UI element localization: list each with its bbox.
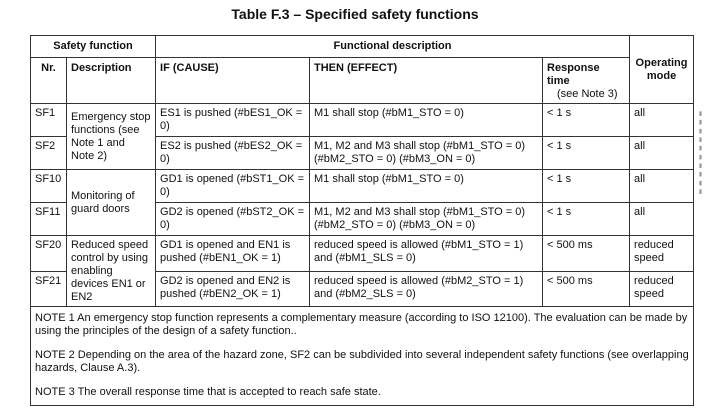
row-then: M1, M2 and M3 shall stop (#bM1_STO = 0) (#bM2_STO = 0) (#bM3_ON = 0)	[310, 203, 543, 236]
row-description: Emergency stop functions (see Note 1 and Note 2)	[67, 104, 156, 170]
row-nr: SF10	[31, 170, 67, 203]
response-time-note: (see Note 3)	[557, 88, 618, 100]
header-then-effect: THEN (EFFECT)	[310, 58, 543, 104]
header-operating-mode: Operating mode	[630, 36, 694, 104]
row-description: Monitoring of guard doors	[67, 170, 156, 236]
side-watermark: ▮ ▮ ▮ ▮ ▮ ▮ ▮ ▮ ▮ ▮	[698, 110, 704, 196]
row-if: GD1 is opened (#bST1_OK = 0)	[156, 170, 310, 203]
row-if: ES2 is pushed (#bES2_OK = 0)	[156, 137, 310, 170]
row-mode: reduced speed	[630, 236, 694, 272]
row-nr: SF21	[31, 271, 67, 307]
row-mode: all	[630, 170, 694, 203]
row-then: M1, M2 and M3 shall stop (#bM1_STO = 0) (#bM2_STO = 0) (#bM3_ON = 0)	[310, 137, 543, 170]
row-if: ES1 is pushed (#bES1_OK = 0)	[156, 104, 310, 137]
notes-row	[31, 307, 694, 406]
header-nr: Nr.	[31, 58, 67, 104]
row-nr: SF2	[31, 137, 67, 170]
row-mode: all	[630, 203, 694, 236]
header-safety-function: Safety function	[31, 36, 156, 58]
table-title: Table F.3 – Specified safety functions	[231, 6, 479, 22]
note-2: NOTE 2 Depending on the area of the hazard zone, SF2 can be subdivided into several independent safety functions (see overlapping hazards, Clause A.3).	[35, 349, 689, 374]
row-time: < 1 s	[543, 137, 630, 170]
header-response-time	[543, 58, 630, 104]
row-mode: all	[630, 137, 694, 170]
notes-cell	[31, 307, 694, 406]
row-mode: all	[630, 104, 694, 137]
row-if: GD1 is opened and EN1 is pushed (#bEN1_OK = 1)	[156, 236, 310, 272]
row-time: < 1 s	[543, 104, 630, 137]
row-then: M1 shall stop (#bM1_STO = 0)	[310, 170, 543, 203]
row-nr: SF11	[31, 203, 67, 236]
header-functional-description: Functional description	[156, 36, 630, 58]
table-row	[31, 104, 694, 137]
row-mode: reduced speed	[630, 271, 694, 307]
row-time: < 1 s	[543, 170, 630, 203]
row-nr: SF1	[31, 104, 67, 137]
row-then: reduced speed is allowed (#bM2_STO = 1) and (#bM2_SLS = 0)	[310, 271, 543, 307]
header-row-2	[31, 58, 694, 104]
row-nr: SF20	[31, 236, 67, 272]
row-description: Reduced speed control by using enabling devices EN1 or EN2	[67, 236, 156, 307]
row-time: < 500 ms	[543, 236, 630, 272]
table-row	[31, 236, 694, 272]
note-3: NOTE 3 The overall response time that is accepted to reach safe state.	[35, 386, 381, 398]
row-if: GD2 is opened and EN2 is pushed (#bEN2_OK = 1)	[156, 271, 310, 307]
row-then: M1 shall stop (#bM1_STO = 0)	[310, 104, 543, 137]
safety-functions-table	[30, 35, 694, 406]
row-if: GD2 is opened (#bST2_OK = 0)	[156, 203, 310, 236]
row-then: reduced speed is allowed (#bM1_STO = 1) and (#bM1_SLS = 0)	[310, 236, 543, 272]
note-1: NOTE 1 An emergency stop function represents a complementary measure (according to ISO 12100). The evaluation can be made by using the principles of the design of a safety function..	[35, 312, 688, 337]
header-if-cause: IF (CAUSE)	[156, 58, 310, 104]
table-row	[31, 170, 694, 203]
row-time: < 500 ms	[543, 271, 630, 307]
row-time: < 1 s	[543, 203, 630, 236]
response-time-label: Response time	[547, 62, 600, 87]
header-row-1	[31, 36, 694, 58]
header-description: Description	[67, 58, 156, 104]
